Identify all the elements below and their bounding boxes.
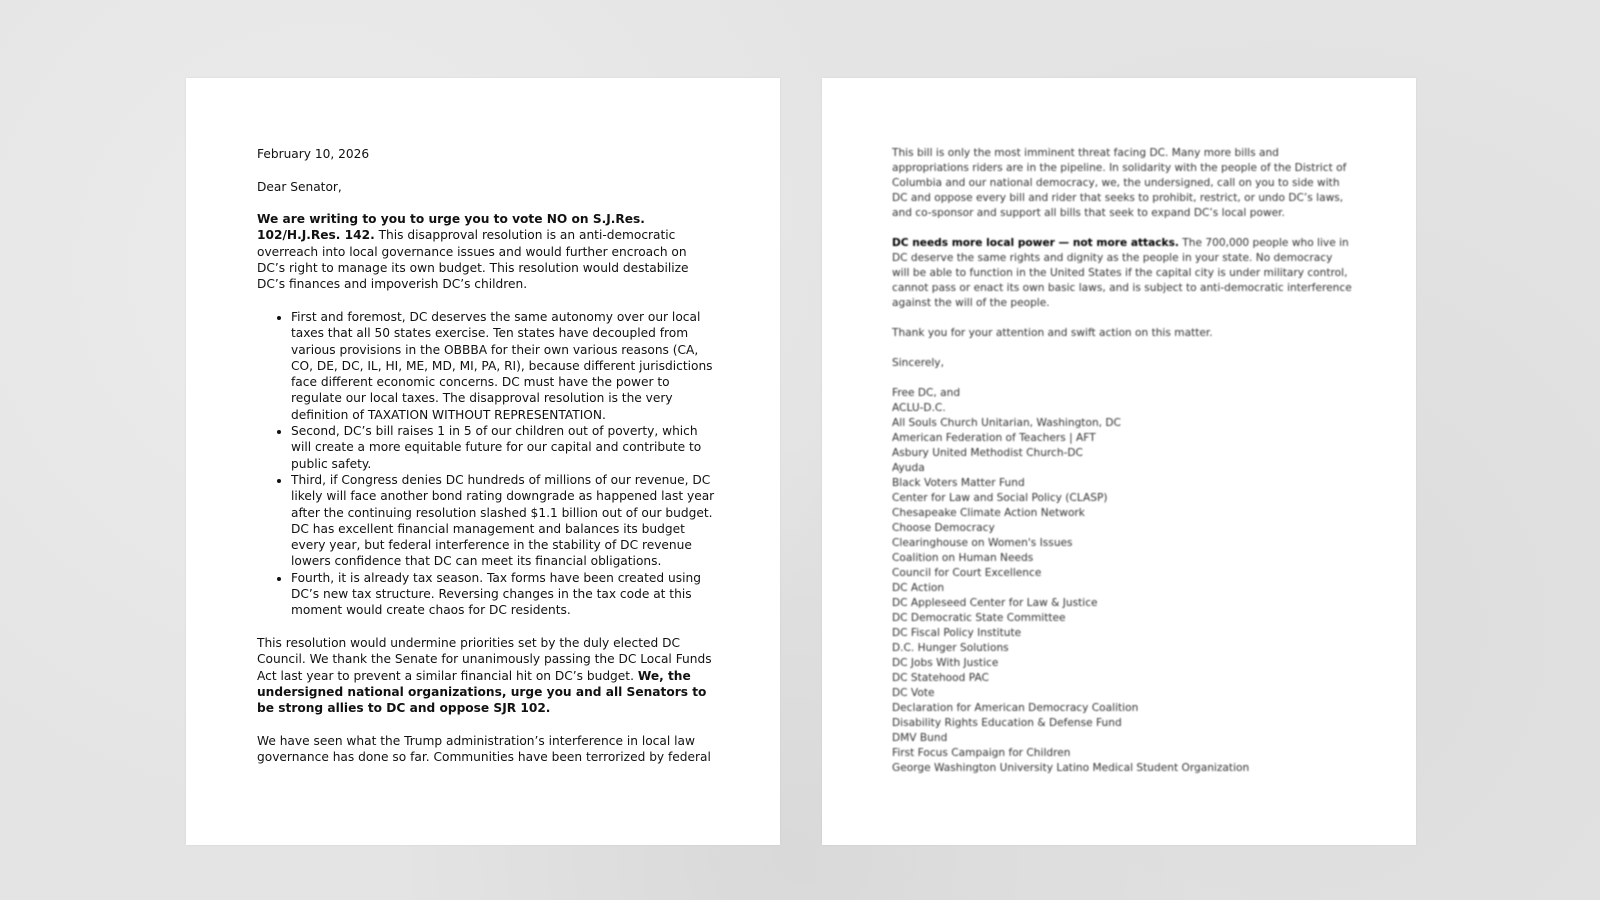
intro-text: This disapproval resolution is an anti-democratic overreach into local governance issues and would further encroach on DC’s right to manage its own budget. This resolution would destabilize DC’s finances and impoverish DC’s children. — [257, 228, 689, 292]
letter-date: February 10, 2026 — [257, 147, 370, 161]
signatory: ACLU-D.C. — [892, 402, 946, 414]
paragraph-2-bold: DC needs more local power — not more attacks. — [892, 237, 1179, 249]
signatory: DC Action — [892, 582, 945, 594]
list-item: • Fourth, it is already tax season. Tax forms have been created using DC’s new tax structure. Reversing changes in the tax code at this moment would create chaos for DC residents. — [291, 570, 717, 619]
intro-paragraph — [257, 211, 717, 292]
paragraph-2-text: The 700,000 people who live in DC deserve the same rights and dignity as the people in your state. No democracy will be able to function in the United States if the capital city is under military control, cannot pass or enact its own basic laws, and is subject to anti-democratic interference against the will of the people. — [892, 237, 1352, 309]
paragraph-2 — [257, 635, 717, 716]
paragraph-2-text: This resolution would undermine priorities set by the duly elected DC Council. We thank the Senate for unanimously passing the DC Local Funds Act last year to prevent a similar financial hit on DC’s budget. — [257, 635, 712, 683]
signatory: American Federation of Teachers | AFT — [892, 432, 1096, 444]
signatory: DMV Bund — [892, 732, 948, 744]
signatory: D.C. Hunger Solutions — [892, 642, 1009, 654]
signatory: Declaration for American Democracy Coalition — [892, 702, 1139, 714]
letter-body — [257, 146, 717, 782]
signatory: Black Voters Matter Fund — [892, 477, 1025, 489]
paragraph-1: This bill is only the most imminent threat facing DC. Many more bills and appropriations riders are in the pipeline. In solidarity with the people of the District of Columbia and our national democracy, we, the undersigned, call on you to side with DC and oppose every bill and rider that seeks to prohibit, restrict, or undo DC’s laws, and co-sponsor and support all bills that seek to expand DC’s local power. — [892, 147, 1347, 219]
paragraph-3: We have seen what the Trump administration’s interference in local law governance has done so far. Communities have been terrorized by federal — [257, 733, 711, 764]
paragraph-2-bold: We, the undersigned national organizations, urge you and all Senators to be strong allies to DC and oppose SJR 102. — [257, 668, 707, 716]
signatory: DC Appleseed Center for Law & Justice — [892, 597, 1098, 609]
signatory: Council for Court Excellence — [892, 567, 1042, 579]
letter-page-2 — [822, 78, 1416, 845]
signatory: DC Vote — [892, 687, 935, 699]
letter-page-1 — [186, 78, 780, 845]
signatory: DC Statehood PAC — [892, 672, 989, 684]
signatory: Clearinghouse on Women's Issues — [892, 537, 1073, 549]
list-item: • First and foremost, DC deserves the same autonomy over our local taxes that all 50 states exercise. Ten states have decoupled from various provisions in the OBBBA for their own various reasons (CA, CO, DE, DC, IL, HI, ME, MD, MI, PA, RI), because different jurisdictions face different economic concerns. DC must have the power to regulate our local taxes. The disapproval resolution is the very definition of TAXATION WITHOUT REPRESENTATION. — [291, 309, 717, 423]
signatory: Disability Rights Education & Defense Fund — [892, 717, 1122, 729]
signatory-list — [892, 386, 1352, 776]
intro-bold: We are writing to you to urge you to vote NO on S.J.Res. 102/H.J.Res. 142. — [257, 212, 645, 243]
signatory: George Washington University Latino Medical Student Organization — [892, 762, 1250, 774]
list-item: • Second, DC’s bill raises 1 in 5 of our children out of poverty, which will create a more equitable future for our capital and contribute to public safety. — [291, 423, 717, 472]
thanks: Thank you for your attention and swift action on this matter. — [892, 327, 1213, 339]
salutation: Dear Senator, — [257, 179, 342, 194]
letter-body-page-2 — [892, 146, 1352, 776]
signatory: Coalition on Human Needs — [892, 552, 1034, 564]
list-item: • Third, if Congress denies DC hundreds of millions of our revenue, DC likely will face another bond rating downgrade as happened last year after the continuing resolution slashed $1.1 billion out of our budget. DC has excellent financial management and balances its budget every year, but federal interference in the stability of DC revenue lowers confidence that DC can meet its financial obligations. — [291, 472, 717, 570]
signatory: All Souls Church Unitarian, Washington, DC — [892, 417, 1121, 429]
signatory: DC Fiscal Policy Institute — [892, 627, 1022, 639]
signatory: Asbury United Methodist Church-DC — [892, 447, 1083, 459]
closing: Sincerely, — [892, 357, 944, 369]
signatory: DC Jobs With Justice — [892, 657, 999, 669]
paragraph-2 — [892, 236, 1352, 311]
signatory: Ayuda — [892, 462, 925, 474]
signatory: Chesapeake Climate Action Network — [892, 507, 1085, 519]
signatory: Choose Democracy — [892, 522, 995, 534]
signatory: Center for Law and Social Policy (CLASP) — [892, 492, 1108, 504]
signatory: First Focus Campaign for Children — [892, 747, 1071, 759]
reasons-list — [257, 309, 717, 619]
signatory: Free DC, and — [892, 387, 961, 399]
signatory: DC Democratic State Committee — [892, 612, 1066, 624]
